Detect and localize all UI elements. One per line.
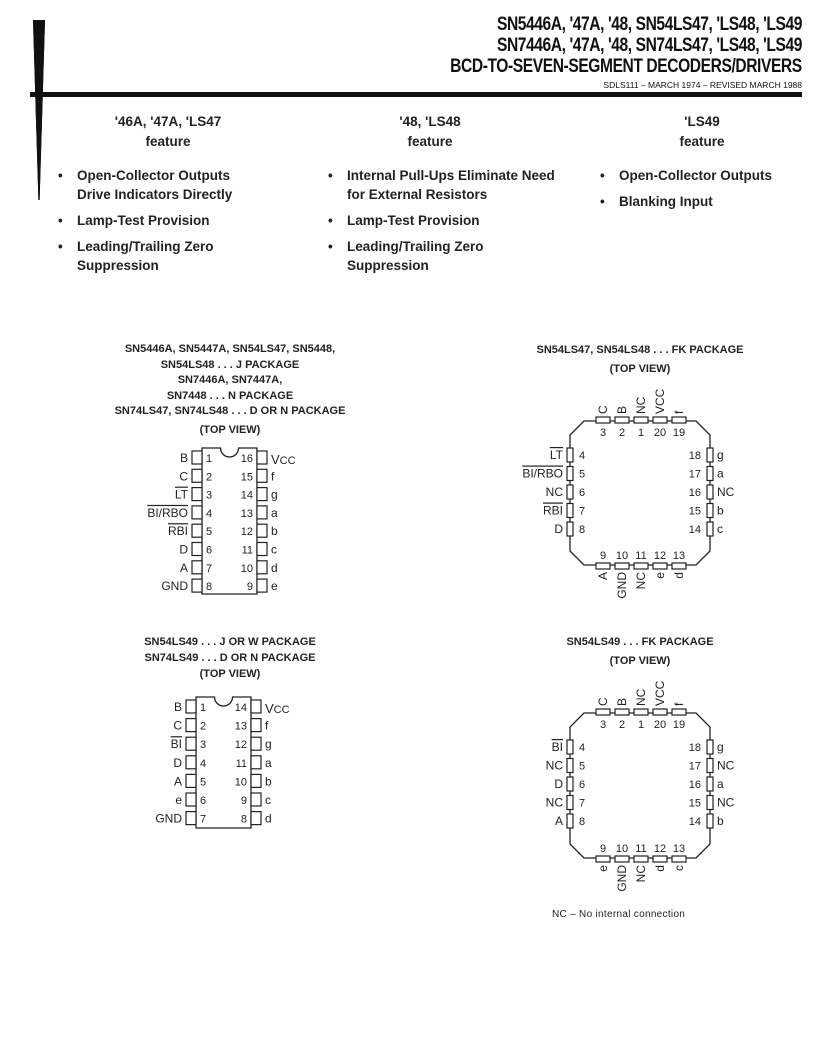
pin-number: 13 (672, 550, 686, 562)
pin-19 (672, 417, 686, 423)
pin-label: c (271, 542, 277, 557)
pin-label: d (672, 572, 686, 579)
pin-9 (257, 579, 267, 592)
pin-number: 4 (579, 450, 586, 462)
pin-label: C (596, 697, 610, 706)
pin-label: b (717, 503, 724, 518)
pin-number: 3 (599, 719, 607, 731)
document-revision-info: SDLS111 – MARCH 1974 – REVISED MARCH 1988 (603, 80, 802, 90)
pin-6 (567, 777, 573, 791)
pin-number: 14 (234, 702, 247, 714)
pin-number: 14 (240, 489, 253, 502)
pin-number: 8 (579, 524, 586, 536)
pin-11 (634, 563, 648, 569)
pin-13 (672, 563, 686, 569)
pin-11 (634, 856, 648, 862)
pin-number: 11 (241, 544, 253, 557)
pin-number: 1 (637, 427, 645, 439)
pin-8 (567, 814, 573, 828)
pin-4 (567, 740, 573, 754)
pin-label: GND (155, 811, 182, 826)
pin-13 (251, 719, 261, 732)
pin-number: 20 (653, 719, 667, 731)
pin-number: 16 (688, 779, 701, 791)
package-title-line: SN74LS47, SN74LS48 . . . D OR N PACKAGE (114, 405, 346, 417)
feature-column-subtitle: feature (145, 134, 191, 149)
pin-number: 2 (618, 719, 626, 731)
pin-label: BI/RBO (147, 505, 188, 520)
feature-item: • Blanking Input (597, 192, 812, 211)
feature-column-subtitle: feature (407, 134, 453, 149)
pin-number: 10 (234, 776, 247, 789)
pin-number: 5 (200, 776, 207, 789)
package-title-line: SN54LS49 . . . J OR W PACKAGE (144, 636, 316, 648)
pin-number: 10 (615, 550, 629, 562)
pin-label: B (179, 451, 188, 465)
pin-number: 16 (240, 453, 253, 465)
pin-number: 5 (206, 526, 213, 539)
pin-18 (707, 740, 713, 754)
pin-number: 15 (240, 471, 253, 484)
feature-item: • Leading/Trailing Zero Suppression (55, 237, 257, 275)
pin-6 (567, 485, 573, 499)
pin-number: 9 (240, 795, 247, 807)
pin-label: GND (161, 579, 188, 594)
pin-label: LT (174, 487, 188, 502)
top-view-label: (TOP VIEW) (199, 668, 261, 680)
pin-9 (596, 856, 610, 862)
pin-number: 4 (200, 757, 207, 770)
pin-number: 6 (579, 487, 586, 499)
pin-number: 3 (206, 489, 213, 502)
pin-label: e (175, 793, 182, 807)
pin-number: 4 (579, 742, 586, 754)
pin-11 (251, 756, 261, 769)
pin-number: 15 (688, 797, 701, 810)
pin-1 (634, 709, 648, 715)
pin-number: 8 (579, 816, 586, 828)
pin-label: RBI (542, 503, 563, 518)
pin-15 (707, 504, 713, 518)
pin-number: 18 (688, 742, 701, 754)
pin-12 (653, 563, 667, 569)
pin-number: 2 (206, 471, 213, 484)
pin-label: e (596, 865, 610, 872)
pin-number: 10 (615, 843, 629, 855)
feature-column-title: 'LS49 (684, 114, 720, 129)
pin-number: 1 (206, 453, 213, 465)
pin-number: 6 (579, 779, 586, 791)
pin-6 (186, 793, 196, 806)
pin-2 (615, 417, 629, 423)
top-view-label: (TOP VIEW) (609, 362, 671, 375)
pin-number: 9 (599, 843, 607, 855)
pin-12 (653, 856, 667, 862)
pin-15 (257, 469, 267, 482)
pin-label: NC (634, 396, 648, 414)
pin-label: NC (717, 795, 735, 810)
pin-number: 5 (579, 760, 586, 773)
pin-9 (596, 563, 610, 569)
pin-number: 13 (234, 720, 247, 733)
pin-label: NC (634, 688, 648, 706)
pin-14 (257, 488, 267, 501)
pin-label: e (653, 572, 667, 579)
pin-number: 10 (240, 562, 253, 575)
pin-number: 15 (688, 505, 701, 518)
pin-number: 9 (599, 550, 607, 562)
feature-column-subtitle: feature (679, 134, 725, 149)
pin-number: 12 (240, 526, 253, 539)
pin-number: 6 (206, 544, 213, 557)
pin-16 (707, 777, 713, 791)
pin-label: D (554, 522, 563, 536)
pin-5 (567, 467, 573, 481)
pin-7 (192, 561, 202, 574)
pin-label: D (173, 755, 182, 770)
pin-15 (707, 796, 713, 810)
pin-number: 3 (599, 427, 607, 439)
pin-label: NC (634, 572, 648, 590)
pin-number: 18 (688, 450, 701, 462)
pin-label: NC (545, 485, 563, 499)
pin-12 (257, 524, 267, 537)
package-title-line: SN5446A, SN5447A, SN54LS47, SN5448, (124, 343, 336, 355)
pin-label: BI (170, 737, 182, 752)
pin-label: g (265, 737, 272, 752)
feature-item: • Open-Collector Outputs (597, 166, 812, 185)
pin-2 (615, 709, 629, 715)
pin-label: e (271, 579, 278, 594)
feature-column-title: '48, 'LS48 (399, 114, 461, 129)
pin-label: b (265, 774, 272, 789)
pin-label: A (179, 560, 188, 575)
pin-label: VCC (265, 701, 290, 716)
top-view-label: (TOP VIEW) (199, 423, 261, 436)
package-title-line: SN54LS47, SN54LS48 . . . FK PACKAGE (536, 344, 744, 356)
feature-column-title: '46A, '47A, 'LS47 (114, 114, 222, 129)
pin-1 (186, 700, 196, 713)
feature-item: • Lamp-Test Provision (55, 211, 285, 230)
pin-3 (596, 709, 610, 715)
pin-number: 17 (688, 468, 701, 481)
pin-label: b (271, 524, 278, 539)
pin-label: g (271, 487, 278, 502)
pin-17 (707, 467, 713, 481)
pin-14 (707, 522, 713, 536)
pin-1 (634, 417, 648, 423)
pin-5 (192, 524, 202, 537)
pin-label: VCC (653, 680, 667, 706)
header-part-numbers-74: SN7446A, '47A, '48, SN74LS47, 'LS48, 'LS49 (496, 35, 802, 56)
pin-label: C (173, 718, 182, 733)
pin-label: b (717, 814, 724, 828)
pin-20 (653, 417, 667, 423)
pin-14 (251, 700, 261, 713)
pin-3 (186, 737, 196, 750)
pin-label: C (596, 405, 610, 414)
pin-number: 8 (240, 813, 247, 826)
pin-number: 14 (688, 524, 701, 536)
pin-7 (567, 796, 573, 810)
pin-label: GND (615, 572, 629, 599)
feature-item: • Open-Collector Outputs Drive Indicators Directly (55, 166, 267, 204)
pin-11 (257, 543, 267, 556)
pin-label: d (265, 811, 272, 826)
pin-number: 7 (579, 505, 586, 518)
pin-6 (192, 543, 202, 556)
pin-number: 3 (200, 739, 207, 752)
pin-12 (251, 737, 261, 750)
pin-10 (257, 561, 267, 574)
pin-label: d (653, 865, 667, 872)
pin-label: d (271, 560, 278, 575)
pin-label: C (179, 469, 188, 484)
pin-9 (251, 793, 261, 806)
pin-number: 19 (672, 719, 686, 731)
pin-number: 9 (246, 581, 253, 594)
pin-label: f (672, 410, 686, 414)
pin-label: a (717, 466, 724, 481)
pin-label: NC (545, 758, 563, 773)
pin-label: g (717, 448, 724, 462)
pin-label: f (265, 718, 269, 733)
package-title-line: SN54LS49 . . . FK PACKAGE (566, 636, 714, 648)
pin-8 (192, 579, 202, 592)
pin-number: 20 (653, 427, 667, 439)
header-part-numbers-54: SN5446A, '47A, '48, SN54LS47, 'LS48, 'LS49 (496, 14, 802, 35)
pin-8 (567, 522, 573, 536)
pin-label: NC (545, 795, 563, 810)
pin-label: c (717, 522, 723, 536)
pin-13 (257, 506, 267, 519)
pin-number: 16 (688, 487, 701, 499)
pin-label: f (672, 702, 686, 706)
pin-label: VCC (653, 388, 667, 414)
pin-number: 1 (200, 702, 207, 714)
pin-number: 7 (206, 562, 213, 575)
feature-item: • Lamp-Test Provision (325, 211, 560, 230)
pin-label: a (265, 755, 272, 770)
pin-number: 1 (637, 719, 645, 731)
pin-10 (615, 563, 629, 569)
pin-label: BI/RBO (522, 466, 563, 481)
pin-2 (186, 719, 196, 732)
pin-number: 2 (618, 427, 626, 439)
pin-number: 8 (206, 581, 213, 594)
pin-label: NC (717, 485, 735, 499)
pin-number: 6 (200, 795, 207, 807)
pin-label: B (615, 697, 629, 706)
pin-4 (186, 756, 196, 769)
package-title-line: SN74LS49 . . . D OR N PACKAGE (144, 651, 316, 664)
pin-20 (653, 709, 667, 715)
pin-label: NC (634, 865, 648, 883)
pin-label: D (179, 542, 188, 557)
pin-16 (257, 451, 267, 464)
pin-7 (186, 812, 196, 825)
pin-number: 7 (579, 797, 586, 810)
pin-number: 13 (240, 507, 253, 520)
feature-item: • Internal Pull-Ups Eliminate Need for External Resistors (325, 166, 557, 204)
feature-item: • Leading/Trailing Zero Suppression (325, 237, 527, 275)
package-title-line: SN7448 . . . N PACKAGE (166, 389, 294, 402)
pin-10 (615, 856, 629, 862)
pin-number: 2 (200, 720, 207, 733)
pin-4 (567, 448, 573, 462)
pin-label: c (672, 865, 686, 871)
pin-5 (186, 774, 196, 787)
pin-17 (707, 759, 713, 773)
pin-label: VCC (271, 452, 296, 467)
pin-label: D (554, 777, 563, 791)
pin-2 (192, 469, 202, 482)
pin-label: c (265, 793, 271, 807)
pin-4 (192, 506, 202, 519)
pin-number: 12 (234, 739, 247, 752)
nc-footnote: NC – No internal connection (552, 909, 686, 920)
pin-label: B (173, 700, 182, 714)
pin-label: A (554, 814, 563, 828)
pin-3 (192, 488, 202, 501)
pin-13 (672, 856, 686, 862)
pin-label: A (173, 774, 182, 789)
pin-label: a (271, 505, 278, 520)
pin-label: a (717, 777, 724, 791)
pin-19 (672, 709, 686, 715)
pin-number: 5 (579, 468, 586, 481)
package-title-line: SN54LS48 . . . J PACKAGE (160, 358, 300, 371)
pin-label: BI (551, 740, 563, 754)
pin-8 (251, 812, 261, 825)
pin-number: 12 (653, 550, 667, 562)
pin-number: 14 (688, 816, 701, 828)
top-view-label: (TOP VIEW) (609, 654, 671, 667)
pin-label: RBI (167, 524, 188, 539)
pin-number: 12 (653, 843, 667, 855)
pin-number: 11 (235, 757, 247, 770)
pin-label: NC (717, 758, 735, 773)
pin-label: B (615, 405, 629, 414)
pin-14 (707, 814, 713, 828)
pin-10 (251, 774, 261, 787)
pin-7 (567, 504, 573, 518)
pin-number: 11 (635, 843, 647, 855)
pin-number: 4 (206, 507, 213, 520)
pin-number: 19 (672, 427, 686, 439)
pin-16 (707, 485, 713, 499)
pin-number: 11 (635, 550, 647, 562)
pin-number: 17 (688, 760, 701, 773)
pin-label: GND (615, 865, 629, 892)
pin-3 (596, 417, 610, 423)
pin-label: g (717, 740, 724, 754)
document-title: BCD-TO-SEVEN-SEGMENT DECODERS/DRIVERS (450, 56, 802, 77)
pin-number: 13 (672, 843, 686, 855)
pin-1 (192, 451, 202, 464)
pin-5 (567, 759, 573, 773)
pin-label: f (271, 469, 275, 484)
pin-number: 7 (200, 813, 207, 826)
package-title-line: SN7446A, SN7447A, (177, 374, 283, 386)
pin-label: LT (549, 448, 563, 462)
pin-18 (707, 448, 713, 462)
pin-label: A (596, 572, 610, 581)
